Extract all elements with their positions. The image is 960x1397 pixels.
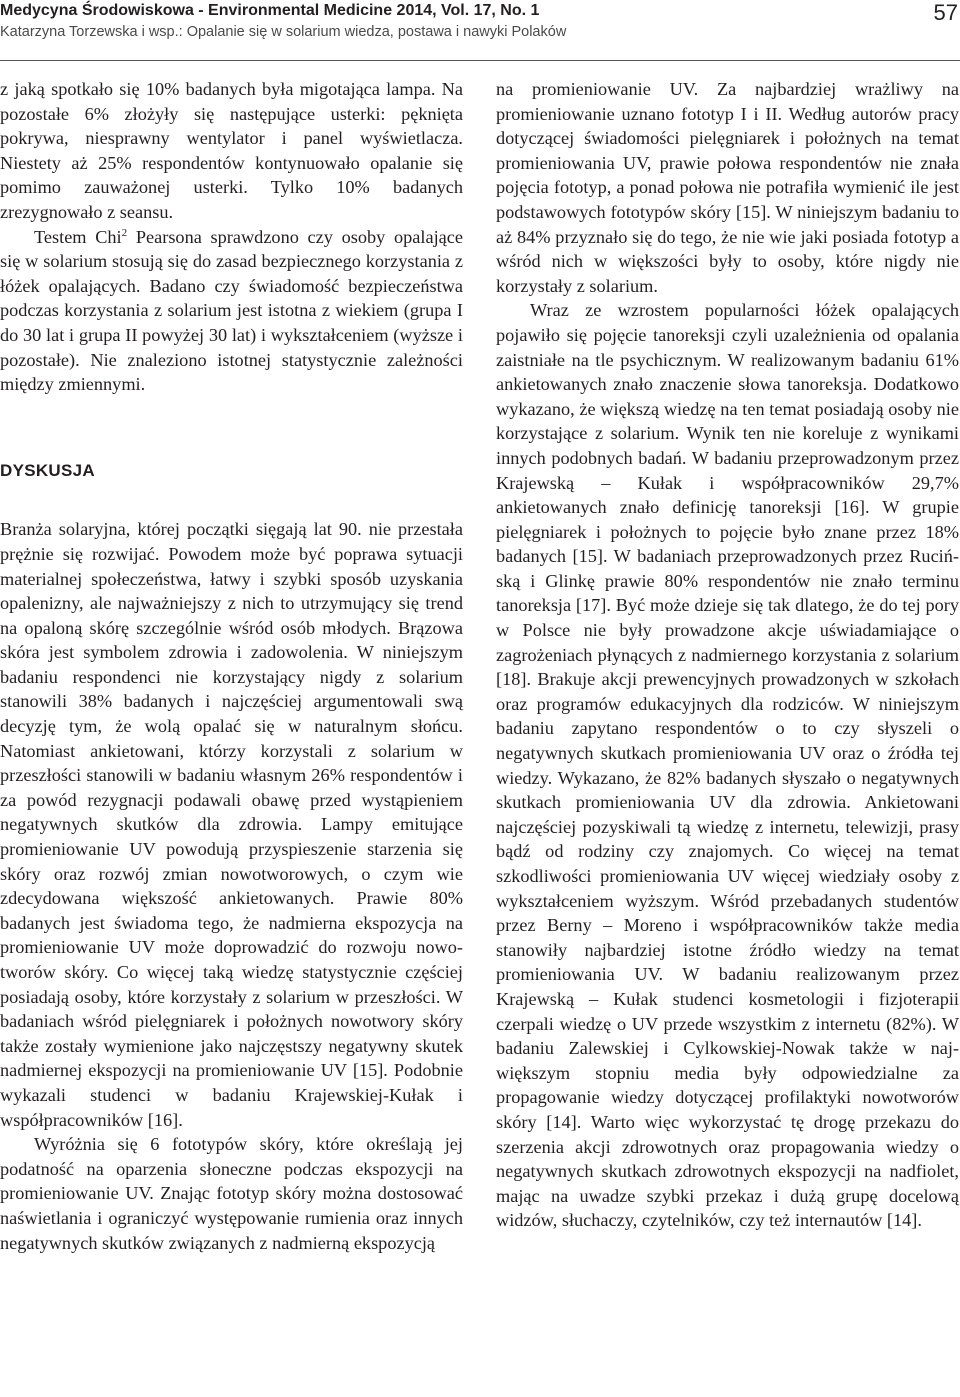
right-column <box>496 77 959 1233</box>
paragraph: z jaką spotkało się 10% badanych była migotająca lampa. Na pozostałe 6% złożyły się następujące usterki: pęknięta pokrywa, niesprawny wentylator i panel wyświetlacza. Niestety aż 25% respondentów kontynuowało opalanie się pomimo zauważonej usterki. Tylko 10% badanych zrezygnowało z seansu. <box>0 79 463 222</box>
page-number: 57 <box>933 0 958 25</box>
header-rule <box>0 60 960 61</box>
superscript: 2 <box>121 226 128 239</box>
running-title: Katarzyna Torzewska i wsp.: Opalanie się w solarium wiedza, postawa i nawyki Polaków <box>0 24 567 40</box>
paragraph-text: Testem Chi <box>34 226 122 247</box>
journal-title: Medycyna Środowiskowa - Environmental Medicine 2014, Vol. 17, No. 1 <box>0 2 540 19</box>
paragraph-text: Pearsona sprawdzono czy osoby opalające się w solarium stosują się do zasad bezpiecznego korzystania z łóżek opalających. Badano czy świadomość bezpieczeństwa podczas korzystania z solarium jest istotna z wiekiem (grupa I do 30 lat i grupa II powyżej 30 lat) i wykształceniem (wyższe i pozostałe). Nie znaleziono istotnej statystycznie zależności między zmiennymi. <box>0 226 463 395</box>
paragraph: Branża solaryjna, której początki sięgają lat 90. nie przestała prężnie się rozwijać. Powodem może być poprawa sytuacji materialnej społeczeństwa, łatwy i szybki sposób uzyskania opalenizny, ale najważniejszy z nich to utrzymujący się trend na opaloną skórę szczególnie wśród osób młodych. Brązowa skóra jest symbolem zdrowia i zadowolenia. W niniejszym badaniu respondenci nie korzystający nigdy z solarium stanowili 38% badanych i najczęściej argumentowali swą decyzję tym, że wolą opalać się w naturalnym słońcu. Natomiast ankietowani, którzy korzystali z solarium w przeszłości stanowili w badaniu własnym 26% respondentów i za powód rezygnacji podawali obawę przed wystąpieniem negatywnych skutków dla zdrowia. Lampy emitujące promieniowanie UV powodują przyspieszenie starzenia się skóry oraz rozwój zmian nowotworowych, o czym wie zdecydowana większość ankietowanych. Prawie 80% badanych jest świadoma tego, że nadmierna ekspozycja na promieniowanie UV może doprowadzić do rozwoju nowotworów skóry. Co więcej taką wiedzę statystycznie częściej posiadają osoby, które korzystały z solarium w przeszłości. W badaniach wśród pielęgniarek i położnych nowotwory skóry także zostały wymienione jako najczęstszy negatywny skutek nadmiernej ekspozycji na promieniowanie UV [15]. Podobnie wykazali studenci w badaniu Krajewskiej-Kułak i współpracowników [16]. <box>0 519 463 1130</box>
paragraph <box>0 225 463 397</box>
paragraph: na promieniowanie UV. Za najbardziej wrażliwy na promieniowanie uznano fototyp I i II. Według autorów pracy dotyczącej świadomości pielęgniarek i położnych na temat promieniowania UV, prawie połowa respondentów nie znała pojęcia fototyp, a ponad połowa nie potrafiła wymienić ile jest podstawowych fototypów skóry [15]. W niniejszym badaniu to aż 84% przyznało się do tego, że nie wie jaki posiada fototyp a wśród nich w większości były to osoby, które nigdy nie korzystały z solarium. <box>496 79 959 296</box>
section-heading: DYSKUSJA <box>0 460 95 480</box>
paragraph: Wraz ze wzrostem popularności łóżek opalających pojawiło się pojęcie tanoreksji czyli uzależnienia od opalania zaistniałe na tle psychicznym. W realizowanym badaniu 61% ankietowanych znało znaczenie słowa tanoreksja. Dodatkowo wykazano, że większą wiedzę na ten temat posiadają osoby nie korzystające z solarium. Wynik ten nie koreluje z wynikami innych podobnych badań. W badaniu przeprowadzonym przez Krajewską – Kułak i współpracowników 29,7% ankietowanych znało definicję tanoreksji [16]. W grupie pielęgniarek i położnych to pojęcie było znane przez 18% badanych [15]. W badaniach przeprowadzonych przez Rucińską i Glinkę prawie 80% respondentów nie znało terminu tanoreksja [17]. Być może dzieje się tak dlatego, że do tej pory w Polsce nie były prowadzone akcje uświadamiające o zagrożeniach płynących z nadmiernego korzystania z solarium [18]. Brakuje akcji prewencyjnych prowadzonych w szkołach oraz programów edukacyjnych dla rodziców. W niniejszym badaniu zapytano respondentów o to czy słyszeli o negatywnych skutkach promieniowania UV oraz o źródła tej wiedzy. Wykazano, że 82% badanych słyszało o negatywnych skutkach promieniowania UV dla zdrowia. Ankietowani najczęściej pozyskiwali tą wiedzę z internetu, telewizji, prasy bądź od rodziny czy znajomych. Co więcej na temat szkodliwości promieniowania UV więcej wiedziały osoby z wykształceniem wyższym. Wśród przebadanych studentów przez Berny – Moreno i współpracowników także media stanowiły najbardziej istotne źródło wiedzy na temat promieniowania UV. W badaniu realizowanym przez Krajewską – Kułak studenci kosmetologii i fizjoterapii czerpali wiedzę o UV przede wszystkim z internetu (82%). W badaniu Zalewskiej i Cylkowskiej-Nowak także w największym stopniu media były odpowiedzialne za propagowanie wiedzy dotyczącej profilaktyki nowotworów skóry [14]. Warto więc wykorzystać tę drogę przekazu do szerzenia akcji zdrowotnych oraz propagowania wiedzy o negatywnych skutkach zdrowotnych ekspozycji na nadfiolet, mając na uwadze szybki przekaz i dużą grupę docelową widzów, słuchaczy, czytelników, czy też internautów [14]. <box>496 300 959 1231</box>
page-header <box>0 0 960 62</box>
paragraph: Wyróżnia się 6 fototypów skóry, które określają jej podatność na oparzenia słoneczne podczas ekspozycji na promieniowanie UV. Znając fototyp skóry można dostosować naświetlania i ograniczyć występowanie rumienia oraz innych negatywnych skutków związanych z nadmierną ekspozycją <box>0 1134 463 1253</box>
left-column <box>0 77 463 1255</box>
